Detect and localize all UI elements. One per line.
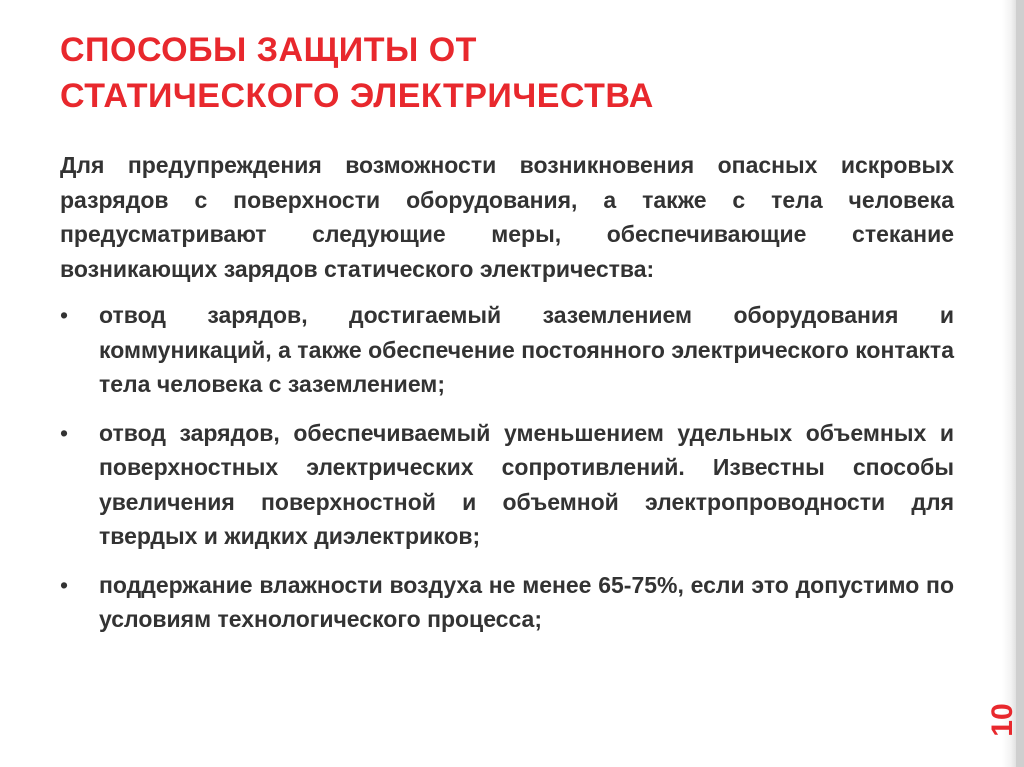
bullet-list (60, 298, 954, 637)
bullet-item-2 (60, 416, 954, 554)
slide-title-line-1: СПОСОБЫ ЗАЩИТЫ ОТ (60, 31, 477, 69)
bullet-item-1 (60, 298, 954, 402)
bullet-dot-icon: • (60, 571, 69, 598)
page-number: 10 (986, 703, 1019, 737)
bullet-text-1: отвод зарядов, достигаемый заземлением оборудования и коммуникаций, а также обеспечение постоянного электрического контакта тела человека с заземлением; (99, 302, 954, 397)
intro-paragraph: Для предупреждения возможности возникновения опасных искровых разрядов с поверхности оборудования, а также с тела человека предусматривают следующие меры, обеспечивающие стекание возникающих зарядов статического электричества: (60, 152, 954, 282)
bullet-text-3: поддержание влажности воздуха не менее 65-75%, если это допустимо по условиям технологического процесса; (99, 571, 954, 632)
right-edge-bar (1016, 0, 1024, 767)
bullet-item-3 (60, 568, 954, 637)
bullet-text-2: отвод зарядов, обеспечиваемый уменьшением удельных объемных и поверхностных электрических сопротивлений. Известны способы увеличения поверхностной и объемной электропроводности для твердых и жидких диэлектриков; (99, 419, 954, 549)
bullet-dot-icon: • (60, 419, 69, 446)
slide-title-line-2: СТАТИЧЕСКОГО ЭЛЕКТРИЧЕСТВА (60, 77, 654, 115)
slide-title (60, 27, 960, 119)
slide-body (60, 148, 954, 651)
bullet-dot-icon: • (60, 302, 69, 328)
